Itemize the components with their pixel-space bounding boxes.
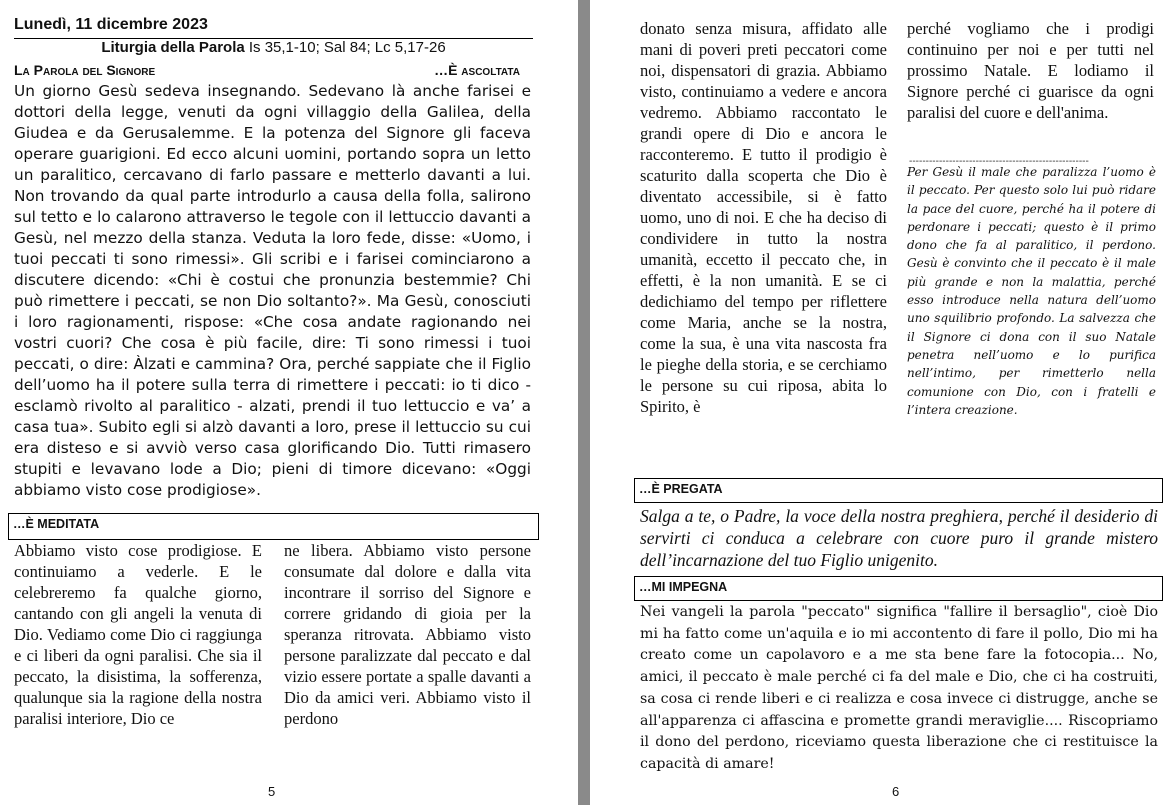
date-heading: Lunedì, 11 dicembre 2023 bbox=[14, 16, 208, 33]
meditata-column-1: Abbiamo visto cose prodigiose. E continuiamo a vederle. E le celebreremo fa qualche giorno, cantando con gli angeli la venuta di Dio. Vediamo come Dio ci raggiunga e ci liberi da ogni paralisi. Che sia il peccato, la disistima, la sofferenza, qualunque sia la ragione della nostra paralisi interiore, Dio ce bbox=[14, 541, 262, 728]
prayer-text: Salga a te, o Padre, la voce della nostra preghiera, perché il desiderio di servirti ci conduca a celebrare con cuore puro il grande mistero dell’incarnazione del tuo Figlio unigenito. bbox=[640, 506, 1158, 570]
meditata-column-2: ne libera. Abbiamo visto persone consumate dal dolore e dalla vita incontrare il sorriso del Signore e correre gridando di gioia per la speranza ritrovata. Abbiamo visto persone paralizzate dal peccato e dal vizio essere portate a spalle davanti a Dio da amici veri. Abbiamo visto il perdono bbox=[284, 541, 531, 728]
gospel-text: Un giorno Gesù sedeva insegnando. Sedevano là anche farisei e dottori della legge, venuti da ogni villaggio della Galilea, della Giudea e da Gerusalemme. E la potenza del Signore gli faceva operare guarigioni. Ed ecco alcuni uomini, portando sopra un letto un paralitico, cercavano di farlo passare e metterlo davanti a lui. Non trovando da qual parte introdurlo a causa della folla, salirono sul tetto e lo calarono attraverso le tegole con il lettuccio davanti a Gesù, nel mezzo della stanza. Veduta la loro fede, disse: «Uomo, i tuoi peccati ti sono rimessi». Gli scribi e i farisei cominciarono a discutere dicendo: «Chi è costui che pronunzia bestemmie? Chi può rimettere i peccati, se non Dio soltanto?». Ma Gesù, conosciuti i loro ragionamenti, rispose: «Che cosa andate ragionando nei vostri cuori? Che cosa è più facile, dire: Ti sono rimessi i tuoi peccati, o dire: Àlzati e cammina? Ora, perché sappiate che il Figlio dell’uomo ha il potere sulla terra di rimettere i peccati: io ti dico - esclamò rivolto al paralitico - alzati, prendi il tuo lettuccio e va’ a casa tua». Subito egli si alzò davanti a loro, prese il lettuccio su cui era disteso e si avviò verso casa glorificando Dio. Tutti rimasero stupiti e levavano lode a Dio; pieni di timore dicevano: «Oggi abbiamo visto cose prodigiose». bbox=[14, 82, 531, 499]
liturgy-label: Liturgia della Parola bbox=[101, 39, 245, 56]
separator-line: ------------------------------------------------------ bbox=[909, 156, 1089, 167]
pregata-heading: …È PREGATA bbox=[634, 478, 1163, 503]
page-number: 6 bbox=[892, 784, 900, 799]
impegna-heading: …MI IMPEGNA bbox=[634, 576, 1163, 601]
section-title-right: …È ascoltata bbox=[434, 62, 520, 78]
page-gutter bbox=[578, 0, 590, 805]
section-title: La Parola del Signore bbox=[14, 62, 156, 78]
impegna-text: Nei vangeli la parola "peccato" significa "fallire il bersaglio", cioè Dio mi ha fatto come un'aquila e io mi accontento di fare il pollo, Dio mi ha creato come un capolavoro e a me sta bene fare la fotocopia... No, amici, il peccato è male perché ci fa del male e Dio, che ci ha costruiti, sa cosa ci rende liberi e ci realizza e cosa invece ci distrugge, anche se all'apparenza ci affascina e promette grandi meraviglie.... Riscopriamo il dono del perdono, riceviamo questa liberazione che ci restituisce la capacità di amare! bbox=[640, 604, 1158, 772]
meditata-heading: …È MEDITATA bbox=[8, 513, 539, 540]
liturgy-refs: Is 35,1-10; Sal 84; Lc 5,17-26 bbox=[248, 39, 446, 56]
reflection-column-1: donato senza misura, affidato alle mani di poveri preti peccatori come noi, dispensatori di grazia. Abbiamo visto, continuiamo a vedere e ancora vedremo. Abbiamo raccontato le grandi opere di Dio e ancora le racconteremo. E tutto il prodigio è scaturito dalla scoperta che Dio è diventato accessibile, si è fatto uomo, uno di noi. E che ha deciso di condividere in tutto la nostra umanità, eccetto il peccato che, in effetti, è la non umanità. E se ci dedichiamo del tempo per riflettere come Maria, anche se la nostra, come la sua, è una vita nascosta fra le pieghe della storia, e se cerchiamo le persone su cui riposa, abita lo Spirito, è bbox=[640, 19, 887, 416]
right-page bbox=[590, 0, 1175, 805]
left-page bbox=[0, 0, 578, 805]
section-title-row bbox=[14, 62, 520, 78]
commentary-note: Per Gesù il male che paralizza l’uomo è il peccato. Per questo solo lui può ridare la pace del cuore, perché ha il potere di perdonare i peccati; questo è il primo dono che fa al paralitico, il perdono. Gesù è convinto che il peccato è il male più grande e non la malattia, perché esso introduce nella natura dell’uomo uno squilibrio profondo. La salvezza che il Signore ci dona con il suo Natale penetra nell’uomo e lo purifica nell’intimo, per rimetterlo nella comunione con Dio, con i fratelli e l’intera creazione. bbox=[907, 165, 1156, 417]
liturgy-line bbox=[14, 39, 533, 56]
page-number: 5 bbox=[268, 784, 276, 799]
reflection-column-2: perché vogliamo che i prodigi continuino per noi e per tutti nel prossimo Natale. E lodiamo il Signore perché ci guarisce da ogni paralisi del cuore e dell'anima. bbox=[907, 19, 1154, 122]
